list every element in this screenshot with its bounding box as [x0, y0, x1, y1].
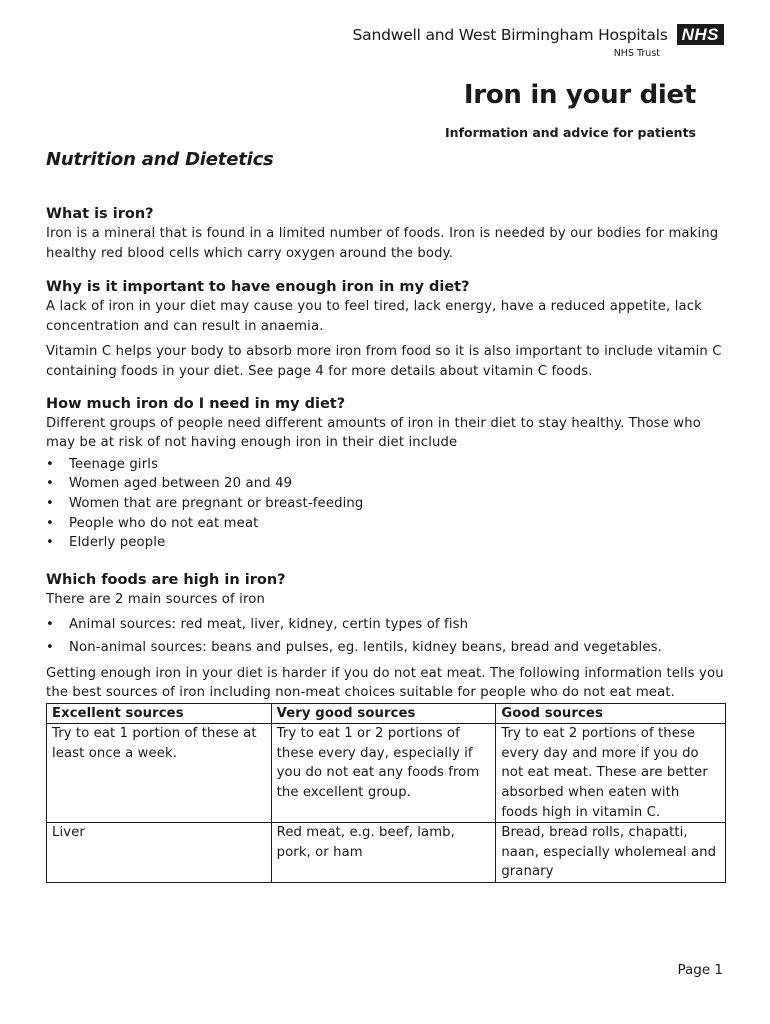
table-cell: Bread, bread rolls, chapatti, naan, especially wholemeal and granary — [496, 823, 726, 883]
department-name: Nutrition and Dietetics — [46, 149, 274, 170]
table-cell: Try to eat 1 or 2 portions of these every day, especially if you do not eat any foods from the excellent group. — [271, 724, 496, 823]
table-cell: Red meat, e.g. beef, lamb, pork, or ham — [271, 823, 496, 883]
table-header-cell: Very good sources — [271, 703, 496, 724]
section-heading-what-is-iron: What is iron? — [46, 206, 154, 222]
table-row — [47, 823, 726, 883]
section-heading-how-much: How much iron do I need in my diet? — [46, 395, 346, 412]
main-content — [46, 205, 726, 883]
list-item: • Elderly people — [46, 533, 726, 553]
list-item: • Women that are pregnant or breast-feeding — [46, 494, 726, 514]
table-cell: Liver — [47, 823, 272, 883]
section-heading-why-important: Why is it important to have enough iron in my diet? — [46, 279, 470, 296]
list-item: • Non-animal sources: beans and pulses, eg. lentils, kidney beans, bread and vegetables. — [46, 638, 726, 658]
section-heading-which-foods: Which foods are high in iron? — [46, 571, 286, 588]
list-item: • Animal sources: red meat, liver, kidney, certin types of fish — [46, 615, 726, 635]
table-header-cell: Excellent sources — [47, 703, 272, 724]
header — [353, 24, 724, 59]
table-header-cell: Good sources — [496, 703, 726, 724]
trust-name: Sandwell and West Birmingham Hospitals — [352, 25, 668, 44]
nhs-logo: NHS — [677, 24, 724, 45]
nhs-trust-label: NHS Trust — [613, 48, 660, 59]
list-item: • People who do not eat meat — [46, 514, 726, 534]
table-row — [47, 724, 726, 823]
section-body-what-is-iron: Iron is a mineral that is found in a limited number of foods. Iron is needed by our bodies for making healthy red blood cells which carry oxygen around the body. — [46, 226, 719, 261]
section-body-why-important-1: A lack of iron in your diet may cause you to feel tired, lack energy, have a reduced appetite, lack concentration and can result in anaemia. — [46, 299, 702, 334]
iron-sources-list — [46, 615, 726, 657]
section-intro-which-foods: There are 2 main sources of iron — [46, 591, 265, 607]
table-cell: Try to eat 2 portions of these every day and more if you do not eat meat. These are better absorbed when eaten with foods high in vitamin C. — [496, 724, 726, 823]
section-body-which-foods: Getting enough iron in your diet is harder if you do not eat meat. The following information tells you the best sources of iron including non-meat choices suitable for people who do not eat meat. — [46, 665, 724, 701]
section-body-how-much: Different groups of people need different amounts of iron in their diet to stay healthy. Those who may be at risk of not having enough iron in their diet include — [46, 415, 701, 451]
at-risk-list — [46, 455, 726, 553]
table-header-row — [47, 703, 726, 724]
header-row — [353, 24, 724, 45]
list-item: • Women aged between 20 and 49 — [46, 474, 726, 494]
document-subtitle: Information and advice for patients — [445, 125, 696, 140]
document-title: Iron in your diet — [463, 80, 696, 110]
section-body-why-important-2: Vitamin C helps your body to absorb more iron from food so it is also important to include vitamin C containing foods in your diet. See page 4 for more details about vitamin C foods. — [46, 344, 722, 379]
table-cell: Try to eat 1 portion of these at least once a week. — [47, 724, 272, 823]
iron-sources-table — [46, 703, 726, 883]
page-number: Page 1 — [677, 962, 723, 978]
list-item: • Teenage girls — [46, 455, 726, 475]
